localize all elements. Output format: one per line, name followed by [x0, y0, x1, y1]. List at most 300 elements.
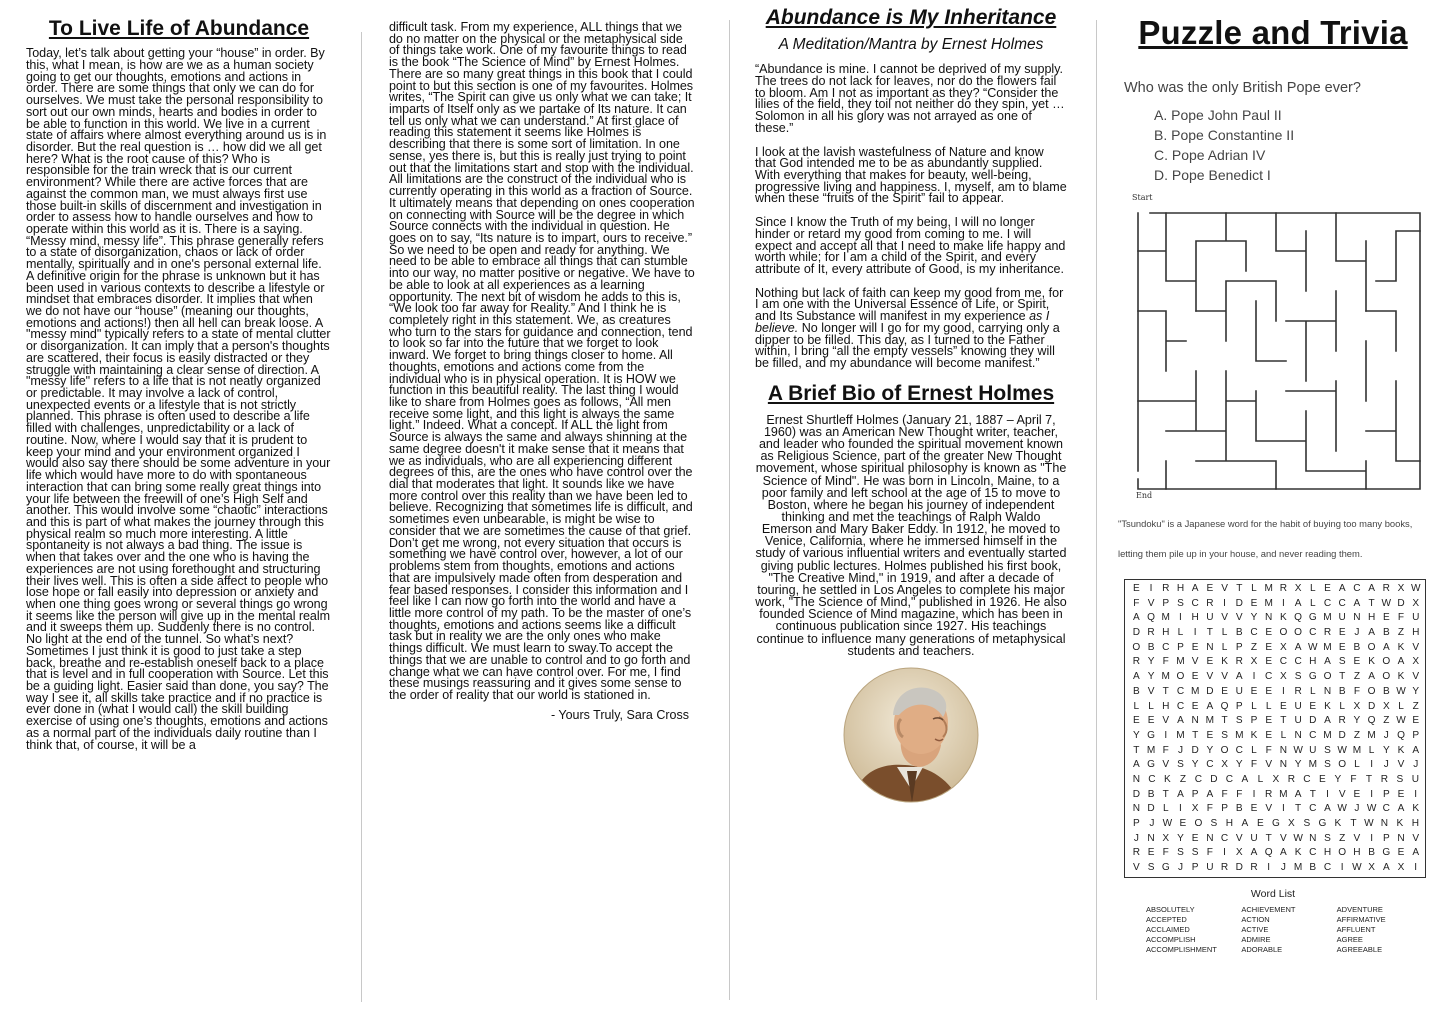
word-search-cell[interactable]: A: [1368, 671, 1375, 683]
word-search-cell[interactable]: C: [1176, 700, 1185, 712]
word-search-cell[interactable]: L: [1309, 597, 1316, 609]
trivia-option-a[interactable]: A. Pope John Paul II: [1154, 107, 1282, 123]
word-search-cell[interactable]: B: [1382, 627, 1390, 639]
word-search-cell[interactable]: B: [1353, 641, 1361, 653]
word-search-cell[interactable]: J: [1133, 832, 1139, 844]
word-search-cell[interactable]: B: [1235, 627, 1243, 639]
word-search-cell[interactable]: O: [1367, 641, 1376, 653]
word-search-cell[interactable]: B: [1147, 641, 1155, 653]
word-search-cell[interactable]: D: [1235, 597, 1243, 609]
word-search-cell[interactable]: A: [1324, 803, 1331, 815]
word-search-cell[interactable]: E: [1309, 700, 1317, 712]
word-search-cell[interactable]: M: [1323, 612, 1332, 624]
word-search-cell[interactable]: W: [1308, 641, 1318, 653]
word-search-cell[interactable]: F: [1397, 612, 1405, 624]
word-search-cell[interactable]: I: [1179, 612, 1182, 624]
word-search-cell[interactable]: L: [1133, 700, 1140, 712]
word-search-cell[interactable]: F: [1250, 759, 1258, 771]
word-search-cell[interactable]: V: [1397, 759, 1405, 771]
word-search-cell[interactable]: C: [1162, 641, 1170, 653]
word-search-cell[interactable]: W: [1410, 583, 1421, 594]
word-search-cell[interactable]: C: [1309, 627, 1317, 639]
word-search-cell[interactable]: A: [1206, 788, 1214, 800]
word-search-cell[interactable]: C: [1194, 773, 1203, 785]
word-search-cell[interactable]: A: [1412, 847, 1420, 859]
word-search-cell[interactable]: S: [1235, 715, 1243, 727]
word-search-cell[interactable]: K: [1280, 612, 1287, 624]
word-search-cell[interactable]: M: [1161, 612, 1170, 624]
word-search-cell[interactable]: L: [1309, 583, 1316, 594]
word-search-cell[interactable]: W: [1366, 803, 1377, 815]
word-search-cell[interactable]: B: [1132, 685, 1140, 697]
word-search-cell[interactable]: O: [1323, 671, 1332, 683]
word-search-cell[interactable]: H: [1353, 847, 1361, 859]
word-search-cell[interactable]: P: [1235, 700, 1243, 712]
word-search-cell[interactable]: M: [1176, 656, 1185, 668]
word-search-cell[interactable]: A: [1235, 671, 1243, 683]
word-search-cell[interactable]: Q: [1294, 612, 1303, 624]
word-search-cell[interactable]: V: [1206, 671, 1214, 683]
word-search-cell[interactable]: O: [1194, 818, 1203, 829]
word-search-cell[interactable]: G: [1271, 818, 1280, 829]
word-search-cell[interactable]: V: [1191, 656, 1199, 668]
word-search-cell[interactable]: A: [1206, 700, 1214, 712]
word-search-cell[interactable]: N: [1294, 729, 1302, 741]
word-search-cell[interactable]: Y: [1334, 773, 1342, 785]
word-search-cell[interactable]: M: [1293, 862, 1303, 874]
word-search-cell[interactable]: E: [1265, 729, 1273, 741]
word-search-cell[interactable]: H: [1412, 627, 1420, 639]
word-search-cell[interactable]: X: [1250, 656, 1258, 668]
word-search-cell[interactable]: M: [1235, 729, 1244, 741]
word-search-cell[interactable]: L: [1265, 700, 1272, 712]
word-search-cell[interactable]: A: [1324, 656, 1331, 668]
word-search-cell[interactable]: L: [1368, 744, 1375, 756]
word-search-cell[interactable]: E: [1319, 773, 1326, 785]
word-search-cell[interactable]: P: [1191, 862, 1199, 874]
word-search-cell[interactable]: I: [1193, 627, 1197, 639]
word-search-cell[interactable]: Z: [1353, 671, 1360, 683]
word-search-cell[interactable]: R: [1250, 862, 1258, 874]
word-search-cell[interactable]: V: [1162, 715, 1170, 727]
word-search-cell[interactable]: K: [1294, 847, 1302, 859]
word-search-cell[interactable]: V: [1221, 612, 1228, 624]
word-search-grid[interactable]: [1124, 579, 1426, 878]
word-search-cell[interactable]: T: [1236, 583, 1243, 594]
word-search-cell[interactable]: G: [1147, 759, 1155, 771]
word-search-cell[interactable]: P: [1382, 832, 1390, 844]
word-search-cell[interactable]: E: [1147, 847, 1155, 859]
word-search-cell[interactable]: L: [1251, 583, 1257, 594]
word-search-cell[interactable]: X: [1288, 818, 1295, 829]
word-search-cell[interactable]: T: [1368, 597, 1375, 609]
word-search-cell[interactable]: S: [1177, 847, 1184, 859]
word-search-cell[interactable]: F: [1221, 788, 1228, 800]
word-search-cell[interactable]: T: [1221, 715, 1228, 727]
maze[interactable]: [1126, 201, 1426, 501]
word-search-cell[interactable]: V: [1338, 788, 1346, 800]
word-search-cell[interactable]: F: [1353, 685, 1360, 697]
word-search-cell[interactable]: P: [1235, 641, 1243, 653]
word-search-cell[interactable]: D: [1147, 803, 1155, 815]
word-search-cell[interactable]: A: [1397, 803, 1405, 815]
word-search-cell[interactable]: F: [1133, 597, 1140, 609]
word-search-cell[interactable]: H: [1309, 656, 1317, 668]
word-search-cell[interactable]: L: [1251, 744, 1257, 756]
word-search-cell[interactable]: Y: [1382, 744, 1390, 756]
word-search-cell[interactable]: E: [1338, 627, 1346, 639]
word-search-cell[interactable]: C: [1323, 597, 1332, 609]
word-search-cell[interactable]: W: [1352, 862, 1362, 874]
word-search-cell[interactable]: K: [1250, 729, 1258, 741]
word-search-cell[interactable]: L: [1148, 700, 1154, 712]
word-search-cell[interactable]: O: [1338, 847, 1347, 859]
word-search-cell[interactable]: C: [1294, 656, 1302, 668]
word-search-cell[interactable]: E: [1265, 715, 1273, 727]
word-search-cell[interactable]: A: [1191, 583, 1199, 594]
word-search-cell[interactable]: C: [1309, 729, 1317, 741]
word-search-cell[interactable]: N: [1132, 773, 1141, 785]
word-search-cell[interactable]: E: [1191, 641, 1199, 653]
word-search-cell[interactable]: X: [1353, 700, 1361, 712]
word-search-cell[interactable]: P: [1382, 788, 1390, 800]
word-search-cell[interactable]: O: [1220, 744, 1229, 756]
word-search-cell[interactable]: N: [1279, 744, 1288, 756]
word-search-cell[interactable]: E: [1397, 788, 1405, 800]
word-search-cell[interactable]: E: [1265, 641, 1273, 653]
word-search-cell[interactable]: X: [1221, 759, 1228, 771]
word-search-cell[interactable]: T: [1206, 627, 1213, 639]
word-search-cell[interactable]: S: [1147, 862, 1155, 874]
word-search-cell[interactable]: L: [1177, 627, 1184, 639]
word-search-cell[interactable]: E: [1132, 583, 1140, 594]
word-search-cell[interactable]: A: [1294, 788, 1302, 800]
word-search-cell[interactable]: A: [1132, 671, 1140, 683]
word-search-cell[interactable]: M: [1176, 729, 1185, 741]
word-search-cell[interactable]: D: [1210, 773, 1218, 785]
word-search-cell[interactable]: E: [1206, 656, 1214, 668]
word-search-cell[interactable]: U: [1206, 612, 1214, 624]
word-search-cell[interactable]: S: [1210, 818, 1218, 829]
word-search-cell[interactable]: T: [1365, 773, 1372, 785]
word-search-cell[interactable]: H: [1225, 818, 1234, 829]
word-search-cell[interactable]: L: [1221, 641, 1228, 653]
word-search-cell[interactable]: X: [1280, 671, 1287, 683]
word-search-cell[interactable]: A: [1382, 641, 1390, 653]
word-search-cell[interactable]: R: [1323, 627, 1332, 639]
word-search-cell[interactable]: A: [1324, 715, 1331, 727]
word-search-cell[interactable]: B: [1235, 803, 1243, 815]
word-search-cell[interactable]: A: [1177, 715, 1184, 727]
word-search-cell[interactable]: X: [1412, 597, 1420, 609]
word-search-cell[interactable]: A: [1132, 759, 1140, 771]
word-search-cell[interactable]: M: [1323, 729, 1332, 741]
word-search-cell[interactable]: V: [1280, 832, 1287, 844]
word-search-cell[interactable]: X: [1235, 847, 1243, 859]
word-search-cell[interactable]: T: [1280, 715, 1287, 727]
word-search-cell[interactable]: G: [1308, 671, 1317, 683]
word-search-cell[interactable]: N: [1132, 803, 1140, 815]
word-search-cell[interactable]: T: [1295, 803, 1302, 815]
word-search-cell[interactable]: M: [1367, 729, 1376, 741]
word-search-cell[interactable]: E: [1353, 656, 1361, 668]
word-search-cell[interactable]: W: [1162, 818, 1173, 829]
word-search-cell[interactable]: S: [1221, 729, 1228, 741]
word-search-cell[interactable]: S: [1396, 773, 1404, 785]
word-search-cell[interactable]: K: [1397, 641, 1405, 653]
word-search-cell[interactable]: E: [1147, 715, 1155, 727]
word-search-cell[interactable]: F: [1162, 744, 1169, 756]
word-search-cell[interactable]: E: [1250, 803, 1258, 815]
word-search-cell[interactable]: R: [1279, 583, 1288, 594]
word-search-cell[interactable]: C: [1225, 773, 1234, 785]
word-search-cell[interactable]: C: [1250, 627, 1258, 639]
word-search-cell[interactable]: F: [1162, 656, 1169, 668]
word-search-cell[interactable]: S: [1303, 818, 1311, 829]
word-search-cell[interactable]: I: [1370, 788, 1373, 800]
word-search-cell[interactable]: E: [1191, 671, 1199, 683]
word-search-cell[interactable]: O: [1382, 656, 1391, 668]
word-search-cell[interactable]: B: [1382, 685, 1390, 697]
word-search-cell[interactable]: I: [1179, 803, 1182, 815]
word-search-cell[interactable]: N: [1265, 612, 1273, 624]
word-search-cell[interactable]: Y: [1147, 671, 1155, 683]
word-search-cell[interactable]: X: [1272, 773, 1280, 785]
word-search-cell[interactable]: C: [1176, 685, 1185, 697]
word-search-cell[interactable]: D: [1338, 729, 1346, 741]
word-search-cell[interactable]: Q: [1264, 847, 1273, 859]
word-search-cell[interactable]: R: [1294, 685, 1302, 697]
word-search-cell[interactable]: C: [1265, 671, 1273, 683]
word-search-cell[interactable]: M: [1308, 759, 1317, 771]
word-search-cell[interactable]: E: [1250, 597, 1258, 609]
word-search-cell[interactable]: Y: [1412, 685, 1420, 697]
word-search-cell[interactable]: G: [1382, 847, 1391, 859]
word-search-cell[interactable]: E: [1191, 832, 1199, 844]
word-search-cell[interactable]: I: [1223, 597, 1226, 609]
word-search-cell[interactable]: R: [1382, 583, 1390, 594]
word-search-cell[interactable]: A: [1250, 847, 1258, 859]
word-search-cell[interactable]: T: [1162, 788, 1169, 800]
word-search-cell[interactable]: M: [1279, 788, 1288, 800]
word-search-cell[interactable]: I: [1252, 788, 1256, 800]
word-search-cell[interactable]: A: [1412, 744, 1420, 756]
word-search-cell[interactable]: K: [1397, 744, 1405, 756]
word-search-cell[interactable]: Y: [1147, 656, 1155, 668]
word-search-cell[interactable]: V: [1265, 759, 1273, 771]
word-search-cell[interactable]: O: [1338, 759, 1347, 771]
word-search-cell[interactable]: M: [1323, 641, 1332, 653]
word-search-cell[interactable]: J: [1354, 803, 1360, 815]
word-search-cell[interactable]: E: [1191, 700, 1199, 712]
word-search-cell[interactable]: A: [1338, 583, 1346, 594]
word-search-cell[interactable]: A: [1280, 847, 1287, 859]
word-search-cell[interactable]: U: [1250, 832, 1258, 844]
word-search-cell[interactable]: H: [1411, 818, 1420, 829]
word-search-cell[interactable]: U: [1411, 773, 1420, 785]
word-search-cell[interactable]: D: [1309, 715, 1317, 727]
word-search-cell[interactable]: D: [1132, 627, 1140, 639]
word-search-cell[interactable]: W: [1381, 597, 1392, 609]
word-search-cell[interactable]: E: [1206, 729, 1214, 741]
word-search-cell[interactable]: Q: [1147, 612, 1155, 624]
word-search-cell[interactable]: Z: [1179, 773, 1186, 785]
word-search-cell[interactable]: C: [1279, 656, 1288, 668]
word-search-cell[interactable]: G: [1308, 612, 1317, 624]
word-search-cell[interactable]: Q: [1367, 715, 1376, 727]
word-search-cell[interactable]: X: [1162, 832, 1170, 844]
word-search-cell[interactable]: V: [1221, 671, 1228, 683]
word-search-cell[interactable]: U: [1206, 862, 1214, 874]
word-search-cell[interactable]: L: [1398, 700, 1404, 712]
word-search-cell[interactable]: D: [1132, 788, 1140, 800]
word-search-cell[interactable]: L: [1257, 773, 1264, 785]
word-search-cell[interactable]: V: [1147, 685, 1155, 697]
word-search-cell[interactable]: S: [1324, 832, 1331, 844]
word-search-cell[interactable]: M: [1146, 744, 1156, 756]
word-search-cell[interactable]: V: [1235, 832, 1243, 844]
word-search-cell[interactable]: I: [1340, 862, 1344, 874]
word-search-cell[interactable]: J: [1383, 759, 1389, 771]
word-search-cell[interactable]: X: [1280, 641, 1287, 653]
word-search-cell[interactable]: E: [1280, 700, 1287, 712]
word-search-cell[interactable]: A: [1132, 612, 1140, 624]
word-search-cell[interactable]: T: [1350, 818, 1357, 829]
word-search-cell[interactable]: N: [1353, 612, 1361, 624]
word-search-cell[interactable]: R: [1380, 773, 1389, 785]
word-search-cell[interactable]: C: [1206, 759, 1214, 771]
word-search-cell[interactable]: Y: [1206, 744, 1214, 756]
word-search-cell[interactable]: H: [1162, 627, 1170, 639]
word-search-cell[interactable]: W: [1337, 744, 1347, 756]
word-search-cell[interactable]: R: [1338, 715, 1346, 727]
word-search-cell[interactable]: E: [1250, 685, 1258, 697]
word-search-cell[interactable]: Y: [1191, 759, 1199, 771]
word-search-cell[interactable]: K: [1221, 656, 1228, 668]
word-search-cell[interactable]: I: [1281, 685, 1285, 697]
word-search-cell[interactable]: J: [1413, 759, 1419, 771]
word-search-cell[interactable]: C: [1323, 862, 1332, 874]
word-search-cell[interactable]: J: [1177, 862, 1183, 874]
word-search-cell[interactable]: Y: [1235, 759, 1243, 771]
word-search-cell[interactable]: R: [1235, 656, 1243, 668]
word-search-cell[interactable]: W: [1396, 715, 1406, 727]
word-search-cell[interactable]: R: [1206, 597, 1214, 609]
word-search-cell[interactable]: A: [1382, 862, 1390, 874]
word-search-cell[interactable]: A: [1368, 627, 1375, 639]
word-search-cell[interactable]: H: [1191, 612, 1199, 624]
word-search-cell[interactable]: O: [1176, 671, 1185, 683]
word-search-cell[interactable]: I: [1414, 788, 1418, 800]
word-search-cell[interactable]: X: [1294, 583, 1302, 594]
word-search-cell[interactable]: D: [1206, 685, 1214, 697]
word-search-cell[interactable]: U: [1309, 744, 1317, 756]
word-search-cell[interactable]: N: [1309, 832, 1317, 844]
word-search-cell[interactable]: D: [1367, 700, 1376, 712]
word-search-cell[interactable]: U: [1338, 612, 1346, 624]
word-search-cell[interactable]: R: [1132, 656, 1140, 668]
word-search-cell[interactable]: V: [1147, 597, 1155, 609]
word-search-cell[interactable]: P: [1412, 729, 1420, 741]
word-search-cell[interactable]: K: [1397, 671, 1405, 683]
word-search-cell[interactable]: I: [1267, 862, 1271, 874]
word-search-cell[interactable]: H: [1176, 583, 1185, 594]
word-search-cell[interactable]: F: [1350, 773, 1357, 785]
word-search-cell[interactable]: V: [1412, 832, 1420, 844]
word-search-cell[interactable]: R: [1220, 862, 1229, 874]
word-search-cell[interactable]: X: [1397, 862, 1405, 874]
word-search-cell[interactable]: O: [1294, 627, 1303, 639]
word-search-cell[interactable]: M: [1352, 744, 1362, 756]
word-search-cell[interactable]: I: [1326, 788, 1329, 800]
word-search-cell[interactable]: I: [1164, 729, 1168, 741]
word-search-cell[interactable]: C: [1191, 597, 1199, 609]
word-search-cell[interactable]: E: [1265, 685, 1273, 697]
word-search-cell[interactable]: S: [1338, 656, 1346, 668]
word-search-cell[interactable]: P: [1162, 597, 1170, 609]
word-search-cell[interactable]: F: [1206, 847, 1213, 859]
word-search-cell[interactable]: Y: [1353, 715, 1361, 727]
word-search-cell[interactable]: I: [1149, 583, 1153, 594]
word-search-cell[interactable]: Y: [1250, 612, 1258, 624]
word-search-cell[interactable]: R: [1265, 788, 1273, 800]
word-search-cell[interactable]: T: [1309, 788, 1316, 800]
word-search-cell[interactable]: N: [1147, 832, 1155, 844]
word-search-cell[interactable]: P: [1177, 641, 1184, 653]
word-search-cell[interactable]: A: [1241, 773, 1249, 785]
word-search-cell[interactable]: Y: [1132, 729, 1140, 741]
word-search-cell[interactable]: I: [1414, 862, 1418, 874]
word-search-cell[interactable]: Z: [1353, 729, 1360, 741]
word-search-cell[interactable]: J: [1177, 744, 1183, 756]
word-search-cell[interactable]: I: [1281, 803, 1285, 815]
word-search-cell[interactable]: V: [1235, 612, 1243, 624]
word-search-cell[interactable]: M: [1205, 715, 1215, 727]
word-search-cell[interactable]: A: [1368, 583, 1375, 594]
word-search-cell[interactable]: E: [1257, 818, 1264, 829]
word-search-cell[interactable]: X: [1382, 700, 1390, 712]
word-search-cell[interactable]: H: [1323, 847, 1332, 859]
word-search-cell[interactable]: A: [1177, 788, 1184, 800]
trivia-option-c[interactable]: C. Pope Adrian IV: [1154, 147, 1266, 163]
word-search-cell[interactable]: F: [1162, 847, 1169, 859]
word-search-cell[interactable]: W: [1293, 832, 1303, 844]
word-search-cell[interactable]: A: [1353, 597, 1361, 609]
word-search-cell[interactable]: W: [1293, 744, 1303, 756]
word-search-cell[interactable]: K: [1164, 773, 1171, 785]
word-search-cell[interactable]: K: [1334, 818, 1342, 829]
word-search-cell[interactable]: D: [1397, 597, 1405, 609]
word-search-cell[interactable]: G: [1161, 862, 1170, 874]
word-search-cell[interactable]: R: [1162, 583, 1170, 594]
word-search-cell[interactable]: E: [1353, 788, 1361, 800]
word-search-cell[interactable]: U: [1412, 612, 1420, 624]
word-search-cell[interactable]: S: [1324, 759, 1331, 771]
word-search-cell[interactable]: W: [1337, 803, 1347, 815]
word-search-cell[interactable]: S: [1294, 671, 1302, 683]
word-search-cell[interactable]: R: [1132, 847, 1140, 859]
word-search-cell[interactable]: B: [1338, 685, 1346, 697]
word-search-cell[interactable]: L: [1162, 803, 1169, 815]
word-search-cell[interactable]: V: [1353, 832, 1361, 844]
word-search-cell[interactable]: U: [1294, 700, 1302, 712]
word-search-cell[interactable]: T: [1265, 832, 1272, 844]
word-search-cell[interactable]: T: [1339, 671, 1346, 683]
word-search-cell[interactable]: H: [1162, 700, 1170, 712]
word-search-cell[interactable]: E: [1382, 612, 1390, 624]
word-search-cell[interactable]: J: [1354, 627, 1360, 639]
word-search-cell[interactable]: V: [1265, 803, 1273, 815]
